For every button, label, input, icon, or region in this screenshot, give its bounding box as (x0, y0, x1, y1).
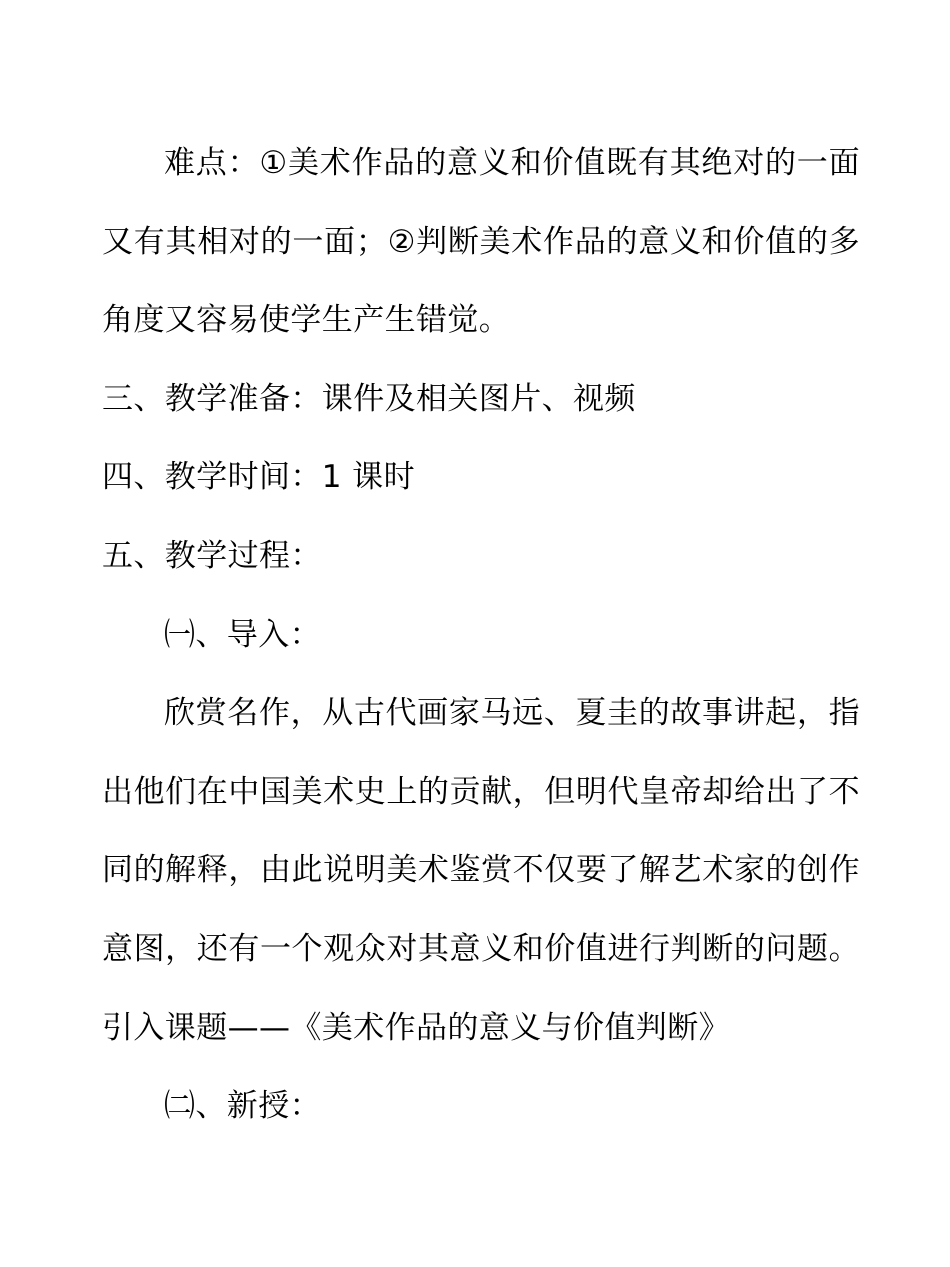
document-body (102, 124, 860, 1146)
section-heading-preparation: 三、教学准备：课件及相关图片、视频 (102, 380, 636, 417)
subsection-heading-new-lesson: ㈡、新授： (164, 1088, 321, 1125)
intro-paragraph: 欣赏名作，从古代画家马远、夏圭的故事讲起，指出他们在中国美术史上的贡献，但明代皇帝却给出了不同的解释，由此说明美术鉴赏不仅要了解艺术家的创作意图，还有一个观众对其意义和价值进行判断的问题。引入课题——《美术作品的意义与价值判断》 (102, 695, 860, 1046)
section-heading-time: 四、教学时间：1 课时 (102, 459, 415, 496)
difficulty-paragraph: 难点：①美术作品的意义和价值既有其绝对的一面又有其相对的一面；②判断美术作品的意义和价值的多角度又容易使学生产生错觉。 (102, 145, 860, 339)
subsection-heading-intro: ㈠、导入： (164, 616, 321, 653)
section-heading-process: 五、教学过程： (102, 537, 322, 574)
